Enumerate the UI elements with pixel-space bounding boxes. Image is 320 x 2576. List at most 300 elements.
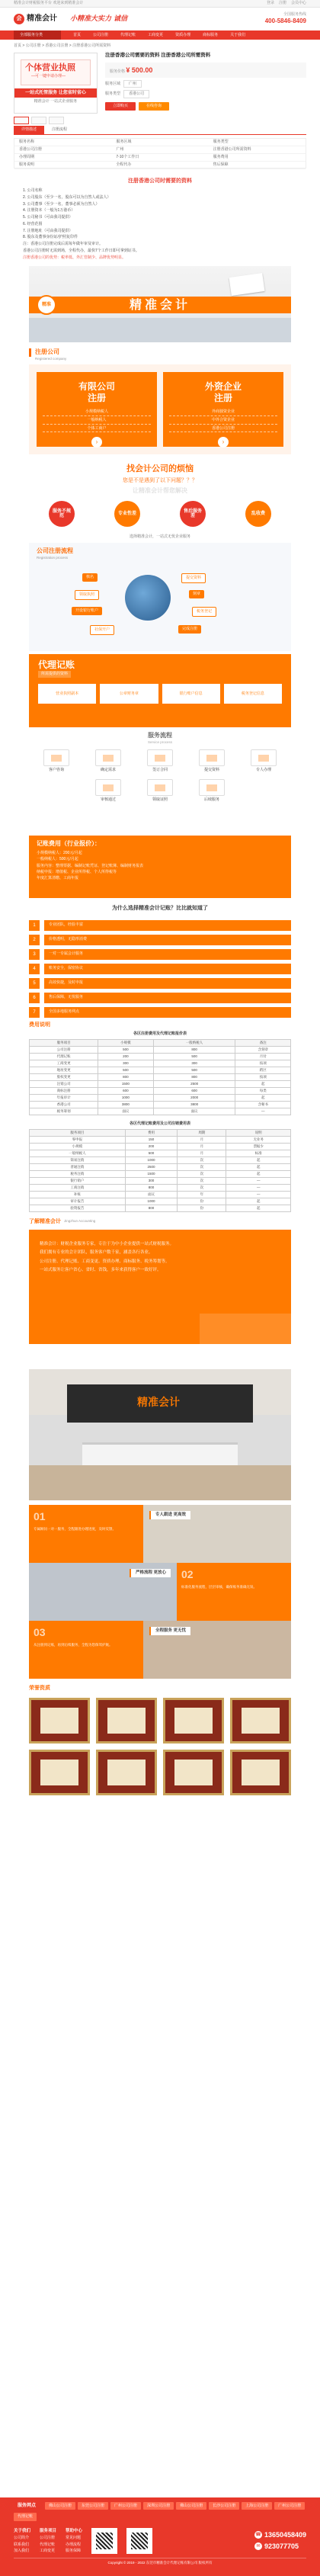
article-line: 4. 注册资本（一般为1万港币） bbox=[23, 208, 75, 213]
footer-link[interactable]: 上海公司注册 bbox=[242, 2502, 272, 2510]
product-image-band: 一站式托管服务 让您省时省心 bbox=[14, 88, 97, 98]
fee-title: 费用说明 bbox=[29, 1022, 50, 1028]
member-center-link[interactable]: 会员中心 bbox=[290, 1, 306, 6]
table1-caption: 各区注册费用及代理记账报价表 bbox=[133, 1031, 187, 1037]
price-line: 一般纳税人：500元/月起 bbox=[37, 857, 78, 862]
thumbnail[interactable] bbox=[31, 117, 46, 124]
table-cell: 月 bbox=[178, 1143, 226, 1150]
certificate-image[interactable] bbox=[230, 1698, 291, 1744]
card-foreign-company[interactable] bbox=[163, 372, 283, 447]
spec-row bbox=[14, 146, 306, 154]
feature-label: 全程服务 更无忧 bbox=[149, 1627, 190, 1635]
logo[interactable] bbox=[14, 14, 127, 24]
overcharge-icon: 乱收费 bbox=[245, 501, 271, 527]
reception-desk bbox=[82, 1442, 238, 1465]
breadcrumb[interactable]: 首页 > 公司注册 > 香港公司注册 > 注册香港公司所需资料 bbox=[14, 43, 111, 48]
card-item: 小规模纳税人 bbox=[43, 409, 151, 416]
feature-photo bbox=[143, 1621, 291, 1679]
nav-home[interactable]: 首页 bbox=[73, 32, 82, 37]
why-text: 专业团队，经验丰富 bbox=[44, 920, 291, 931]
table-row bbox=[30, 1177, 291, 1184]
about-header bbox=[29, 1218, 291, 1225]
table2-body bbox=[30, 1136, 291, 1211]
flow-step: 提交资料 bbox=[181, 573, 206, 583]
price-line: 年度汇算清缴、工商年报 bbox=[37, 876, 79, 881]
brand-stamp-icon: 精准 bbox=[37, 295, 56, 315]
table1-body bbox=[30, 1047, 291, 1115]
table-cell: 500 bbox=[98, 1047, 154, 1054]
footer-col-link[interactable]: 公司简介 bbox=[14, 2536, 30, 2541]
table-cell: 次 bbox=[178, 1170, 226, 1177]
process-step bbox=[189, 749, 235, 773]
feature-desc: 专属顾问一对一服务，全程跟进办理进度，及时反馈。 bbox=[34, 1526, 116, 1531]
chat-icon: ✉ bbox=[254, 2542, 262, 2550]
footer-col-title: 关于我们 bbox=[14, 2528, 31, 2533]
table-header-row bbox=[30, 1129, 291, 1136]
footer-links-label: 服务网点 bbox=[18, 2504, 37, 2508]
doc-item: 营业执照副本 bbox=[38, 684, 96, 704]
about-section bbox=[29, 1218, 291, 1363]
fee-table-section bbox=[29, 1020, 291, 1212]
step-icon bbox=[95, 749, 121, 766]
price-row bbox=[105, 63, 306, 78]
why-text: 售后保障，无忧服务 bbox=[44, 993, 291, 1003]
table-cell: 300 bbox=[98, 1060, 154, 1067]
table-cell: 审计报告 bbox=[30, 1198, 126, 1205]
flow-step: 完成注册 bbox=[178, 625, 201, 634]
nav-trademark[interactable]: 商标服务 bbox=[203, 32, 219, 37]
price-line: 小规模纳税人：200元/月起 bbox=[37, 851, 82, 856]
table-cell: 注销公司 bbox=[30, 1081, 98, 1088]
qr-code-icon bbox=[91, 2528, 117, 2554]
table-row bbox=[30, 1143, 291, 1150]
nav-qualification[interactable]: 资质办理 bbox=[175, 32, 191, 37]
footer-link[interactable]: 深圳公司注册 bbox=[143, 2502, 174, 2510]
why-title: 为什么选择精准会计记账？比比就知道了 bbox=[112, 906, 208, 912]
step-label: 客户咨询 bbox=[48, 768, 64, 773]
footer-link[interactable]: 广州公司注册 bbox=[274, 2502, 305, 2510]
table-row bbox=[30, 1060, 291, 1067]
doc-item: 银行账户信息 bbox=[162, 684, 220, 704]
nav-about[interactable]: 关于我们 bbox=[230, 32, 246, 37]
region-select[interactable]: 广州 bbox=[123, 80, 142, 88]
price-box-title: 记账费用（行业报价）： bbox=[37, 840, 101, 848]
why-item bbox=[29, 949, 291, 960]
table-cell: 600 bbox=[98, 1088, 154, 1095]
desk-decoration bbox=[29, 318, 291, 342]
nav-company-register[interactable]: 公司注册 bbox=[93, 32, 109, 37]
why-text: 全国多地服务网点 bbox=[44, 1007, 291, 1018]
table-cell: 份 bbox=[178, 1205, 226, 1211]
table-cell: 工商注销 bbox=[30, 1184, 126, 1191]
footer-col-title: 服务项目 bbox=[40, 2528, 57, 2533]
table-cell: 500 bbox=[153, 1067, 235, 1074]
article-line: 5. 公司秘书（可由我司提供） bbox=[23, 215, 73, 220]
product-image[interactable] bbox=[14, 53, 98, 114]
spec-cell: 服务费用 bbox=[213, 154, 229, 159]
arrow-icon: › bbox=[91, 437, 102, 448]
welcome-text: 精准会计财税服务平台 欢迎来到精准会计 bbox=[14, 1, 84, 6]
footer-col-link[interactable]: 办理流程 bbox=[66, 2542, 82, 2547]
globe-icon bbox=[125, 575, 171, 621]
certificate-image[interactable] bbox=[96, 1698, 157, 1744]
table-header: 周期 bbox=[178, 1129, 226, 1136]
about-line: 一站式服务让客户省心、省时、省钱，多年来获得客户一致好评。 bbox=[40, 1267, 162, 1272]
article-line: 8. 股东及董事身份证/护照复印件 bbox=[23, 235, 78, 240]
table-cell: — bbox=[226, 1191, 291, 1198]
process-step bbox=[85, 749, 131, 773]
product-info bbox=[105, 53, 306, 126]
process-step bbox=[189, 779, 235, 803]
card-limited-company[interactable] bbox=[37, 372, 157, 447]
tab-process[interactable]: 注册流程 bbox=[52, 127, 68, 132]
tab-details[interactable]: 详情描述 bbox=[14, 126, 44, 134]
table-cell: 含刻章 bbox=[235, 1047, 291, 1054]
doc-item: 税务登记信息 bbox=[224, 684, 282, 704]
table-cell: 月 bbox=[178, 1150, 226, 1156]
table-cell: 200 bbox=[98, 1054, 154, 1060]
thumbnail-strip bbox=[14, 117, 98, 124]
table-row bbox=[30, 1088, 291, 1095]
table-cell: 起 bbox=[226, 1205, 291, 1211]
pain-title: 找会计公司的烦恼 bbox=[126, 464, 194, 474]
table-row bbox=[30, 1170, 291, 1177]
why-num: 1 bbox=[29, 920, 40, 931]
feature-label: 专人跟进 更高效 bbox=[149, 1511, 190, 1519]
step-label: 领取证照 bbox=[152, 797, 168, 802]
price-label: 服务价格 bbox=[110, 69, 126, 74]
feature-photo bbox=[29, 1563, 177, 1621]
table-header: 一般纳税人 bbox=[153, 1040, 235, 1047]
article-line: 注：香港公司注册完成后需每年做年审及审计。 bbox=[23, 242, 104, 247]
table-cell: 起 bbox=[226, 1198, 291, 1205]
table-row bbox=[30, 1191, 291, 1198]
table-cell: 月 bbox=[178, 1136, 226, 1143]
footer-link[interactable]: 佛山公司注册 bbox=[45, 2502, 75, 2510]
feature-text bbox=[177, 1563, 291, 1621]
table-header: 备注 bbox=[235, 1040, 291, 1047]
flow-step: 社保开户 bbox=[90, 625, 114, 635]
certs-header bbox=[29, 1685, 291, 1692]
feature-row bbox=[29, 1563, 291, 1621]
qr-code-icon bbox=[126, 2528, 152, 2554]
copyright: Copyright © 2019 - 2022 东莞市精准会计代理记账有限公司 版权所有 bbox=[14, 2558, 306, 2565]
why-item bbox=[29, 920, 291, 931]
office-sign: 精准会计 bbox=[137, 1395, 180, 1408]
footer-mid bbox=[0, 2525, 320, 2558]
card-title: 外资企业 注册 bbox=[204, 381, 242, 403]
spec-cell: 香港公司注册 bbox=[19, 146, 43, 152]
category-menu[interactable]: 全部服务分类 bbox=[14, 30, 61, 40]
footer-link[interactable]: 佛山公司注册 bbox=[176, 2502, 206, 2510]
why-item bbox=[29, 1007, 291, 1018]
table-cell: 税务注销 bbox=[30, 1170, 126, 1177]
register-section-header bbox=[29, 348, 291, 361]
certificates bbox=[29, 1685, 291, 1822]
certificate-image[interactable] bbox=[230, 1750, 291, 1795]
table-cell: 公司注册 bbox=[30, 1047, 98, 1054]
pain-points bbox=[29, 459, 291, 538]
phone-number[interactable]: 13650458409 bbox=[264, 2530, 306, 2539]
register-cards bbox=[29, 364, 291, 454]
table-cell: 月付 bbox=[235, 1054, 291, 1060]
table-cell: 标准 bbox=[226, 1150, 291, 1156]
table-cell: 起 bbox=[226, 1170, 291, 1177]
certificate-image[interactable] bbox=[96, 1750, 157, 1795]
login-link[interactable]: 登录 bbox=[266, 1, 274, 6]
table-row bbox=[30, 1205, 291, 1211]
certificate-image[interactable] bbox=[29, 1750, 90, 1795]
pain-footer: 选择精准会计，一站式无忧企业服务 bbox=[129, 534, 190, 540]
feature-row bbox=[29, 1621, 291, 1679]
footer bbox=[0, 2497, 320, 2576]
nav-business-change[interactable]: 工商变更 bbox=[148, 32, 164, 37]
process-step bbox=[85, 779, 131, 803]
article-line: 香港公司注册时无需到场，全程代办，最快7个工作日即可拿到证书。 bbox=[23, 248, 139, 253]
certificate-image[interactable] bbox=[29, 1698, 90, 1744]
action-buttons bbox=[105, 102, 306, 111]
table-header: 说明 bbox=[226, 1129, 291, 1136]
card-item: 一般纳税人 bbox=[43, 418, 151, 425]
article-line: 6. 经营范围 bbox=[23, 221, 43, 226]
table-cell: 面议 bbox=[98, 1108, 154, 1115]
footer-col-link[interactable]: 工商变更 bbox=[40, 2549, 56, 2554]
footer-col-link[interactable]: 公司注册 bbox=[40, 2536, 56, 2541]
table-cell: 800 bbox=[153, 1047, 235, 1054]
why-text: 一对一专属会计服务 bbox=[44, 949, 291, 960]
table-header: 服务项目 bbox=[30, 1040, 98, 1047]
bad-service-icon: 售后服务差 bbox=[180, 501, 206, 527]
arrow-icon: › bbox=[218, 437, 229, 448]
option-label: 服务区域 bbox=[105, 81, 121, 86]
about-line: 公司注册、代理记账、工商变更、资质办理、商标服务、税务筹划等。 bbox=[40, 1259, 170, 1264]
spec-cell: 售后保障 bbox=[213, 162, 229, 167]
step-icon bbox=[147, 779, 173, 796]
spec-cell: 办理周期 bbox=[19, 154, 35, 159]
table-cell: 1500 bbox=[98, 1081, 154, 1088]
table-cell: 2500 bbox=[153, 1081, 235, 1088]
process-step bbox=[34, 749, 79, 773]
about-title: 了解精准会计 bbox=[29, 1218, 61, 1224]
brand-banner bbox=[29, 266, 291, 342]
table-cell: 1000 bbox=[98, 1095, 154, 1102]
footer-contact bbox=[254, 2528, 306, 2555]
step-label: 审核通过 bbox=[100, 797, 116, 802]
about-subtitle: Jingzhun Accounting bbox=[64, 1219, 96, 1224]
table-cell: 普通注销 bbox=[30, 1163, 126, 1170]
step-icon bbox=[43, 749, 69, 766]
banner-title: 精准会计 bbox=[129, 298, 190, 312]
feature-num: 01 bbox=[34, 1509, 46, 1522]
process-subtitle: Service process bbox=[147, 740, 172, 745]
table-cell: 次 bbox=[178, 1184, 226, 1191]
option-type bbox=[105, 90, 306, 98]
spec-cell: 广州 bbox=[116, 146, 124, 152]
table-header-row bbox=[30, 1040, 291, 1047]
table-cell: 份 bbox=[178, 1198, 226, 1205]
top-bar bbox=[0, 0, 320, 8]
register-flow bbox=[29, 543, 291, 651]
table-cell: 工商变更 bbox=[30, 1060, 98, 1067]
table-cell: 验资报告 bbox=[30, 1205, 126, 1211]
buy-button[interactable]: 立即购买 bbox=[105, 102, 136, 111]
footer-col-help bbox=[66, 2528, 82, 2555]
footer-link[interactable]: 代理记账 bbox=[14, 2513, 37, 2521]
bookkeeping-title: 代理记账 bbox=[38, 659, 75, 671]
table-row bbox=[30, 1047, 291, 1054]
detail-tabs bbox=[14, 126, 306, 135]
spec-row bbox=[14, 154, 306, 162]
product-image-title: 个体营业执照 bbox=[25, 63, 75, 72]
spec-cell: 服务名称 bbox=[19, 139, 35, 144]
card-item: 外商独资企业 bbox=[169, 409, 277, 416]
section-title: 注册公司 bbox=[29, 348, 291, 357]
table-row bbox=[30, 1108, 291, 1115]
table-cell: 起 bbox=[226, 1156, 291, 1163]
hotline-label: 全国服务热线 bbox=[283, 12, 306, 18]
table-cell: 800 bbox=[98, 1074, 154, 1081]
table-cell: 300 bbox=[153, 1060, 235, 1067]
step-label: 签订合同 bbox=[152, 768, 168, 773]
table-header: 小规模 bbox=[98, 1040, 154, 1047]
pain-question: 您是不是遇到了以下问题？？？ bbox=[123, 478, 197, 484]
register-link[interactable]: 注册 bbox=[278, 1, 286, 6]
logo-text: 精准会计 bbox=[27, 14, 57, 24]
card-item: 香港公司注册 bbox=[169, 426, 277, 433]
why-num: 2 bbox=[29, 935, 40, 945]
process-step bbox=[241, 749, 286, 773]
table-cell: 年报审计 bbox=[30, 1095, 98, 1102]
feature-num: 03 bbox=[34, 1625, 46, 1638]
features bbox=[29, 1505, 291, 1680]
flow-step: 刻章 bbox=[189, 590, 204, 598]
footer-link[interactable]: 东莞公司注册 bbox=[78, 2502, 108, 2510]
phone-icon: ☎ bbox=[254, 2531, 262, 2539]
table-cell: 次 bbox=[178, 1177, 226, 1184]
why-item bbox=[29, 978, 291, 989]
qq-row bbox=[254, 2542, 306, 2551]
article-line: 2. 公司股东（至少一名，股东可以为自然人或法人） bbox=[23, 194, 111, 200]
certs-title: 荣誉资质 bbox=[29, 1685, 50, 1691]
footer-col-link[interactable]: 加入我们 bbox=[14, 2549, 30, 2554]
table-cell: 起 bbox=[235, 1095, 291, 1102]
spec-cell: 全程代办 bbox=[116, 162, 132, 167]
table-cell: 简易注销 bbox=[30, 1156, 126, 1163]
table-cell: 300 bbox=[125, 1177, 178, 1184]
feature-label: 严格流程 更放心 bbox=[130, 1569, 171, 1577]
table-cell: 800 bbox=[125, 1184, 178, 1191]
certificate-image[interactable] bbox=[163, 1750, 224, 1795]
table-row bbox=[30, 1074, 291, 1081]
table-cell: 起 bbox=[226, 1163, 291, 1170]
price-line: 服务内容：整理票据、编制记账凭证、登记账簿、编制财务报表 bbox=[37, 863, 144, 868]
type-select[interactable]: 香港公司 bbox=[123, 90, 149, 98]
pain-icons bbox=[29, 501, 291, 527]
footer-col-about bbox=[14, 2528, 30, 2555]
spec-cell: 服务说明 bbox=[19, 162, 35, 167]
spec-cell: 服务类型 bbox=[213, 139, 229, 144]
spec-cell: 服务区域 bbox=[116, 139, 132, 144]
card-item: 个体工商户 bbox=[43, 426, 151, 433]
table-cell: 股权变更 bbox=[30, 1074, 98, 1081]
footer-link[interactable]: 长沙公司注册 bbox=[209, 2502, 239, 2510]
feature-desc: 标准化服务流程，层层审核，确保账务准确无误。 bbox=[181, 1584, 257, 1589]
about-body bbox=[29, 1230, 291, 1344]
bookkeeping-subtitle: 所需提供的资料 bbox=[38, 671, 71, 678]
table-row bbox=[30, 1184, 291, 1191]
step-icon bbox=[95, 779, 121, 796]
table-cell: 800 bbox=[153, 1074, 235, 1081]
thumbnail[interactable] bbox=[14, 117, 29, 124]
footer-link[interactable]: 广州公司注册 bbox=[110, 2502, 141, 2510]
certificate-image[interactable] bbox=[163, 1698, 224, 1744]
spec-table bbox=[14, 138, 306, 168]
footer-col-link[interactable]: 联系我们 bbox=[14, 2542, 30, 2547]
table-cell: 地址变更 bbox=[30, 1067, 98, 1074]
table-row bbox=[30, 1136, 291, 1143]
table-cell: 代理记账 bbox=[30, 1054, 98, 1060]
footer-col-link[interactable]: 服务保障 bbox=[66, 2549, 82, 2554]
table-cell: 商标注册 bbox=[30, 1088, 98, 1095]
step-icon bbox=[251, 749, 277, 766]
table-cell: — bbox=[235, 1108, 291, 1115]
table-cell: 2500 bbox=[125, 1163, 178, 1170]
footer-col-link[interactable]: 代理记账 bbox=[40, 2542, 56, 2547]
qq-number[interactable]: 923077705 bbox=[264, 2542, 299, 2550]
step-icon bbox=[147, 749, 173, 766]
table-cell: 3800 bbox=[98, 1102, 154, 1108]
table-cell: 税务筹划 bbox=[30, 1108, 98, 1115]
table-header: 服务项目 bbox=[30, 1129, 126, 1136]
spec-row bbox=[14, 162, 306, 169]
table-cell: 500 bbox=[153, 1054, 235, 1060]
hotline bbox=[265, 12, 306, 26]
step-label: 提交资料 bbox=[203, 768, 219, 773]
why-num: 6 bbox=[29, 993, 40, 1003]
flow-step: 税务登记 bbox=[192, 607, 216, 617]
flow-step: 领取执照 bbox=[75, 590, 99, 600]
paper-decoration bbox=[229, 273, 265, 296]
product-image-foot: 精准会计 一站式企业服务 bbox=[34, 98, 78, 104]
table-row bbox=[30, 1163, 291, 1170]
why-text: 价格透明，无隐形消费 bbox=[44, 935, 291, 945]
table-cell: 600 bbox=[153, 1088, 235, 1095]
why-num: 5 bbox=[29, 978, 40, 989]
price-box bbox=[29, 836, 291, 898]
card-title: 有限公司 注册 bbox=[78, 381, 115, 403]
step-label: 后续服务 bbox=[203, 797, 219, 802]
logo-icon: 会 bbox=[14, 14, 24, 24]
flow-step: 开设银行账户 bbox=[72, 607, 102, 615]
table-row bbox=[30, 1054, 291, 1060]
about-decoration bbox=[200, 1314, 291, 1344]
spec-row bbox=[14, 139, 306, 146]
why-num: 4 bbox=[29, 964, 40, 974]
header bbox=[0, 8, 320, 30]
main-nav bbox=[0, 30, 320, 40]
step-label: 专人办理 bbox=[255, 768, 271, 773]
about-line: 精准会计：财税企业服务专家，专注于为中小企业提供一站式财税服务。 bbox=[40, 1242, 174, 1247]
fee-header bbox=[29, 1020, 291, 1029]
consult-button[interactable]: 在线咨询 bbox=[139, 102, 169, 111]
nav-bookkeeping[interactable]: 代理记账 bbox=[120, 32, 136, 37]
why-num: 7 bbox=[29, 1007, 40, 1018]
table-cell: 次 bbox=[178, 1156, 226, 1163]
thumbnail[interactable] bbox=[49, 117, 64, 124]
footer-col-link[interactable]: 常见问题 bbox=[66, 2536, 82, 2541]
table-cell: — bbox=[226, 1177, 291, 1184]
floor bbox=[29, 1465, 291, 1500]
